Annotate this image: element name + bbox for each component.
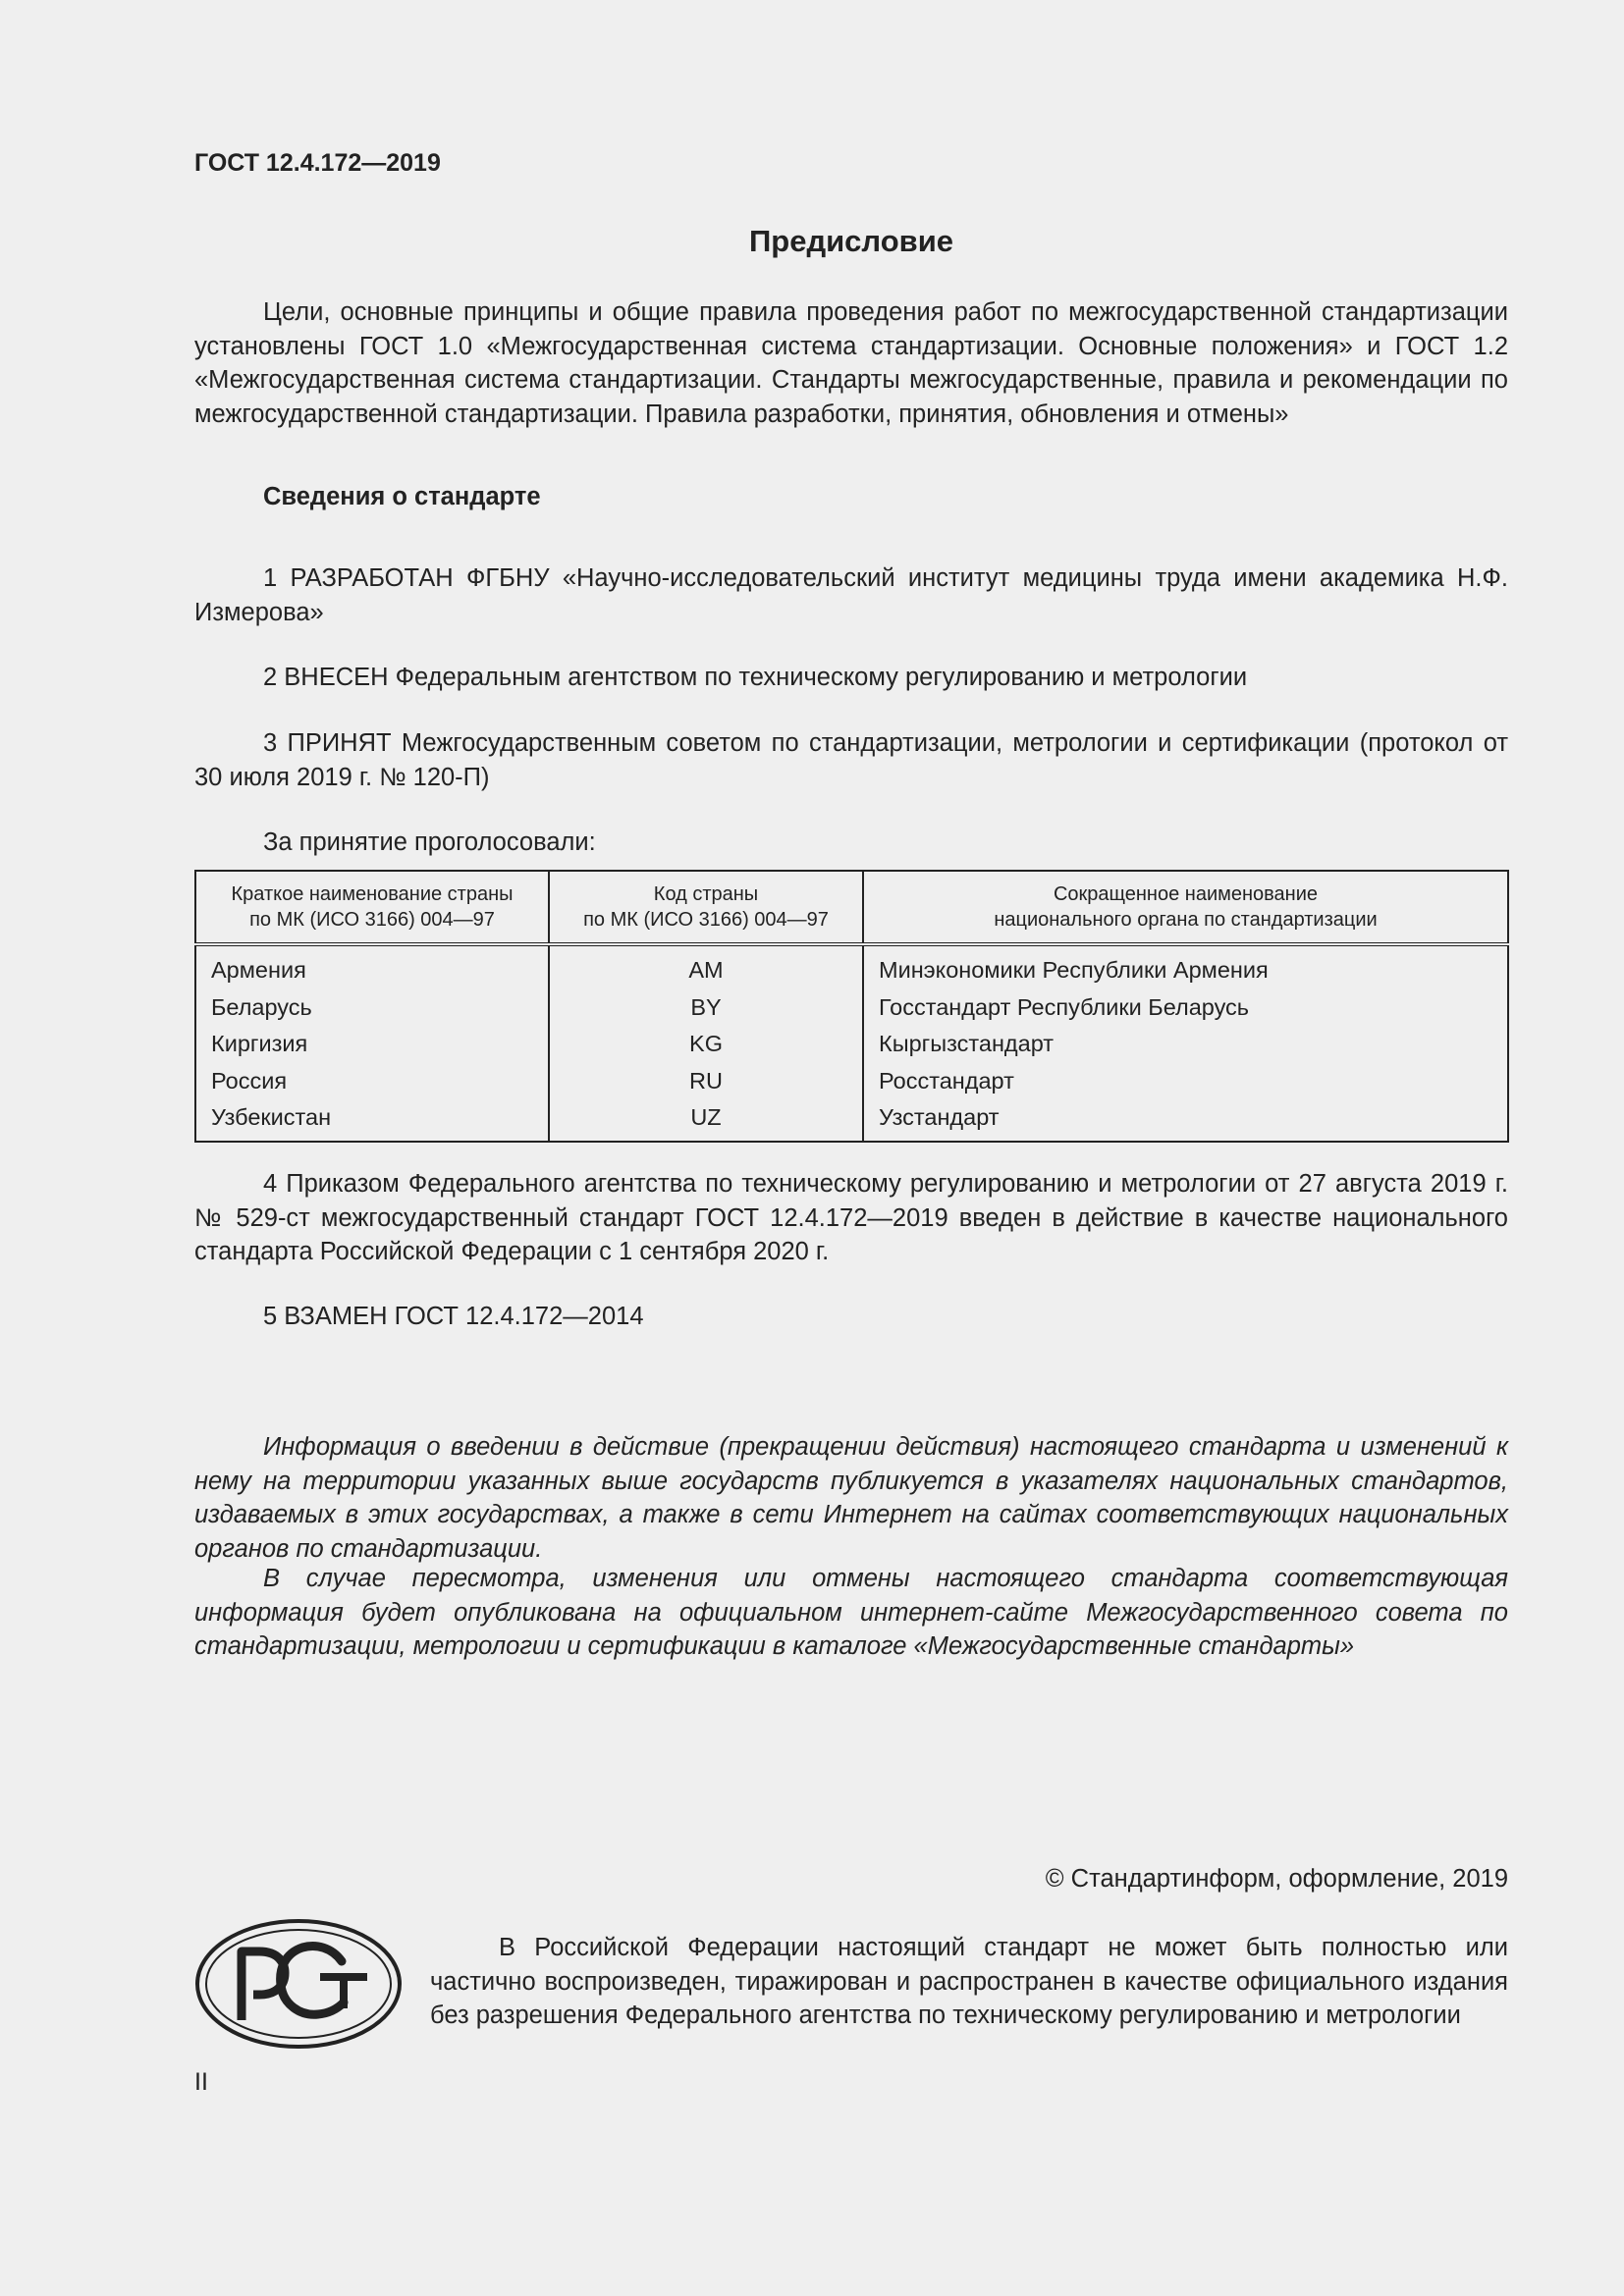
- item-replaces: 5 ВЗАМЕН ГОСТ 12.4.172—2014: [263, 1303, 644, 1330]
- cell-body: Госстандарт Республики Беларусь: [879, 993, 1250, 1020]
- item-developed: 1 РАЗРАБОТАН ФГБНУ «Научно-исследовательский институт медицины труда имени академика Н.Ф. Измерова»: [194, 564, 1508, 626]
- cell-country: Россия: [195, 1063, 549, 1100]
- standard-code: ГОСТ 12.4.172—2019: [194, 149, 441, 177]
- cell-body: Росстандарт: [879, 1067, 1014, 1094]
- table-header-row: [195, 871, 1508, 944]
- rights-notice: В Российской Федерации настоящий стандарт не может быть полностью или частично воспроизведен, тиражирован и распространен в качестве официального издания без разрешения Федерального агентства по техническому регулированию и метрологии: [430, 1934, 1508, 2029]
- cell-code: UZ: [549, 1099, 863, 1142]
- cell-country: Беларусь: [195, 989, 549, 1027]
- page-number: II: [194, 2068, 208, 2096]
- cell-code: KG: [549, 1026, 863, 1063]
- item-adopted: 3 ПРИНЯТ Межгосударственным советом по стандартизации, метрологии и сертификации (протокол от 30 июля 2019 г. № 120-П): [194, 729, 1508, 791]
- cell-body: Узстандарт: [879, 1104, 1000, 1131]
- cell-code: AM: [549, 944, 863, 989]
- rst-mark-logo-icon: [194, 1918, 403, 2050]
- cell-code: BY: [549, 989, 863, 1027]
- header-national-body: Сокращенное наименование национального органа по стандартизации: [863, 871, 1508, 944]
- cell-country: Армения: [195, 944, 549, 989]
- votes-table: [194, 870, 1509, 1143]
- votes-intro: За принятие проголосовали:: [263, 828, 596, 856]
- notice-paragraph-2: В случае пересмотра, изменения или отмены настоящего стандарта соответствующая информация будет опубликована на официальном интернет-сайте Межгосударственного совета по стандартизации, метрологии и сертификации в каталоге «Межгосударственные стандарты»: [194, 1565, 1508, 1660]
- info-heading: Сведения о стандарте: [263, 483, 541, 510]
- cell-body: Минэкономики Республики Армения: [879, 957, 1269, 984]
- cell-country: Киргизия: [195, 1026, 549, 1063]
- header-country-code: Код страны по МК (ИСО 3166) 004—97: [549, 871, 863, 944]
- table-row: [195, 1099, 1508, 1142]
- notice-paragraph-1: Информация о введении в действие (прекращении действия) настоящего стандарта и изменений к нему на территории указанных выше государств публикуется в указателях национальных стандартов, издаваемых в этих государствах, а также в сети Интернет на сайтах соответствующих национальных органов по стандартизации.: [194, 1433, 1508, 1563]
- cell-code: RU: [549, 1063, 863, 1100]
- table-row: [195, 989, 1508, 1027]
- header-country-name: Краткое наименование страны по МК (ИСО 3166) 004—97: [195, 871, 549, 944]
- page-title: Предисловие: [748, 224, 953, 258]
- table-row: [195, 1026, 1508, 1063]
- item-enacted: 4 Приказом Федерального агентства по техническому регулированию и метрологии от 27 августа 2019 г. № 529-ст межгосударственный стандарт ГОСТ 12.4.172—2019 введен в действие в качестве национального стандарта Российской Федерации с 1 сентября 2020 г.: [194, 1170, 1508, 1265]
- table-row: [195, 1063, 1508, 1100]
- intro-paragraph: Цели, основные принципы и общие правила проведения работ по межгосударственной стандартизации установлены ГОСТ 1.0 «Межгосударственная система стандартизации. Основные положения» и ГОСТ 1.2 «Межгосударственная система стандартизации. Стандарты межгосударственные, правила и рекомендации по межгосударственной стандартизации. Правила разработки, принятия, обновления и отмены»: [194, 298, 1508, 428]
- item-introduced: 2 ВНЕСЕН Федеральным агентством по техническому регулированию и метрологии: [263, 664, 1248, 691]
- cell-country: Узбекистан: [195, 1099, 549, 1142]
- table-row: [195, 944, 1508, 989]
- cell-body: Кыргызстандарт: [879, 1031, 1055, 1057]
- copyright-line: © Стандартинформ, оформление, 2019: [1045, 1865, 1508, 1893]
